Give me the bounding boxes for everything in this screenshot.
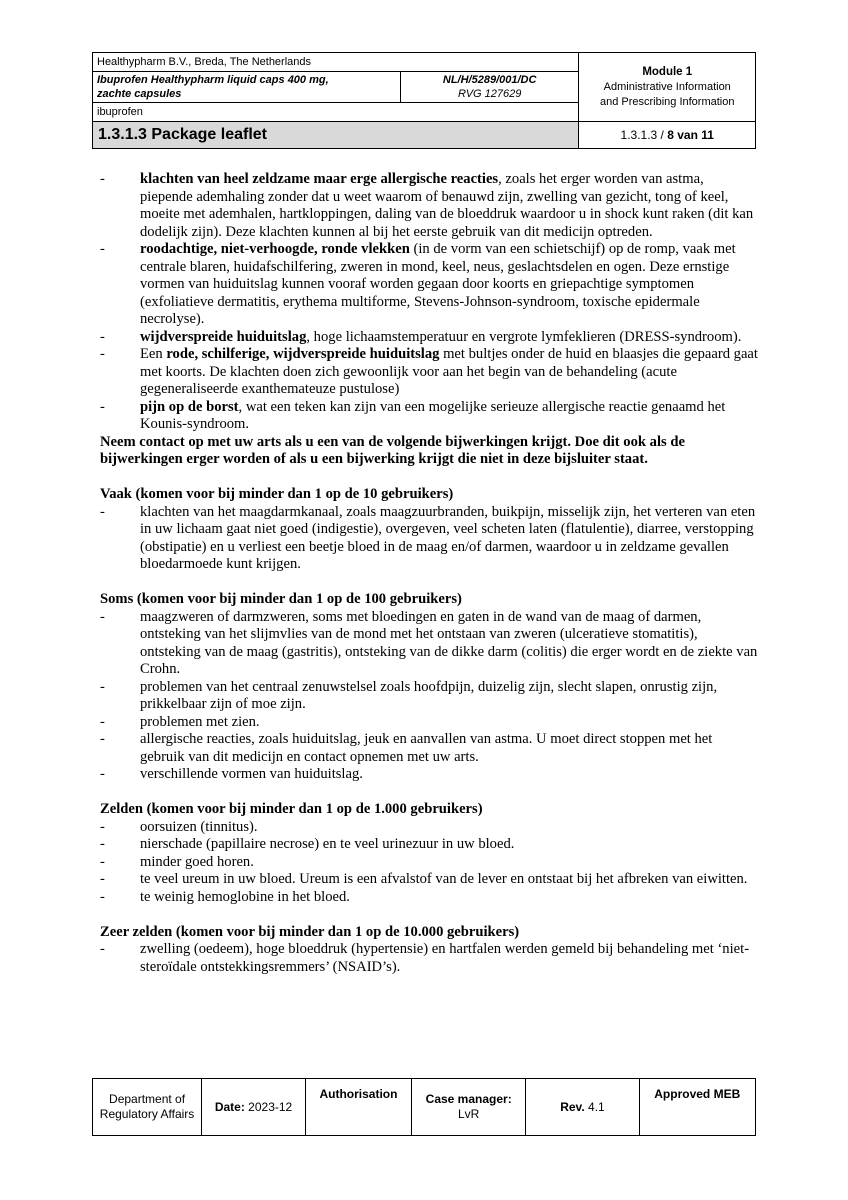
list-item [100,854,760,872]
frequency-section [100,591,760,784]
list-dash: - [100,731,105,747]
module-info [579,53,756,122]
list-dash: - [100,888,105,905]
item-text: nierschade (papillaire necrose) en te veel urinezuur in uw bloed. [140,836,515,852]
reg-number: NL/H/5289/001/DC [442,74,537,86]
list-item [100,941,760,976]
list-item [100,731,760,766]
page-reference [579,122,756,149]
list-dash: - [100,503,105,520]
item-text: , zoals het erger worden van astma, piepende ademhaling zonder dat u weet waarom of benauwd zijn, zwelling van gezicht, tong of keel, moeite met ademhalen, hartkloppingen, daling van de bloeddruk waardoor u in shock kunt raken (dit kan dodelijk zijn). Deze klachten kunnen al bij het eerste gebruik van dit medicijn optreden. [140,171,754,240]
item-text: te weinig hemoglobine in het bloed. [140,888,350,905]
product-name [93,72,401,103]
item-emphasis: rode, schilferige, wijdverspreide huiduitslag [166,346,440,362]
approved-cell [639,1079,755,1136]
section-title: 1.3.1.3 Package leaflet [93,122,579,149]
frequency-section [100,486,760,574]
frequency-heading: Zelden (komen voor bij minder dan 1 op de 1.000 gebruikers) [100,801,483,817]
list-dash: - [100,766,105,782]
item-text: zwelling (oedeem), hoge bloeddruk (hypertensie) en hartfalen werden gemeld bij behandeling met ‘niet-steroïdale ontstekkingsremmers’ (NSAID’s). [140,941,750,975]
frequency-section [100,924,760,977]
department-line-2: Regulatory Affairs [99,1107,195,1121]
item-text: , hoge lichaamstemperatuur en vergrote lymfeklieren (DRESS-syndroom). [306,328,742,345]
severe-reactions-list [100,171,760,434]
item-emphasis: klachten van heel zeldzame maar erge allergische reacties [140,171,499,187]
company-name: Healthypharm B.V., Breda, The Netherlands [93,53,579,72]
item-emphasis: wijdverspreide huiduitslag [140,328,307,345]
item-text: verschillende vormen van huiduitslag. [140,766,363,782]
item-text: minder goed horen. [140,853,254,870]
document-header [92,52,756,149]
item-emphasis: pijn op de borst [140,398,239,415]
product-name-line-1: Ibuprofen Healthypharm liquid caps 400 mg, [97,74,329,86]
list-item [100,171,760,241]
list-item [100,889,760,907]
page-number: 8 van 11 [667,128,714,142]
frequency-heading: Vaak (komen voor bij minder dan 1 op de 10 gebruikers) [100,486,454,502]
case-manager-cell [411,1079,525,1136]
item-text: oorsuizen (tinnitus). [140,818,258,835]
list-dash: - [100,818,105,835]
active-substance: ibuprofen [93,103,579,122]
module-title: Module 1 [642,65,693,78]
list-item [100,399,760,434]
list-dash: - [100,713,105,730]
list-item [100,871,760,889]
module-line-2: and Prescribing Information [599,95,735,108]
date-label: Date: [214,1099,245,1114]
item-text: maagzweren of darmzweren, soms met bloedingen en gaten in de wand van de maag of darmen, ontsteking van het slijmvlies van de mond met het ontstaan van zweren (ulceratieve stomatitis), ontsteking van de maag (gastritis), ontsteking van de dikke darm (colitis) die erger wordt en de ziekte van Crohn. [140,608,758,677]
list-dash: - [100,853,105,870]
frequency-heading: Soms (komen voor bij minder dan 1 op de 100 gebruikers) [100,591,462,607]
document-footer [92,1078,756,1136]
list-item [100,609,760,679]
list-item [100,766,760,784]
list-item [100,329,760,347]
item-text: met bultjes onder de huid en blaasjes die gepaard gaat met koorts. De klachten doen zich gewoonlijk voor aan het begin van de behandeling (acute gegeneraliseerde exanthemateuze pustulose) [140,346,758,397]
item-text: te veel ureum in uw bloed. Ureum is een afvalstof van de lever en ontstaat bij het afbreken van eiwitten. [140,871,748,887]
list-dash: - [100,836,105,852]
list-dash: - [100,871,105,887]
registration-number [400,72,579,103]
revision-cell [526,1079,639,1136]
item-text: , wat een teken kan zijn van een mogelijke serieuze allergische reactie genaamd het Kounis-syndroom. [140,398,726,432]
list-item [100,504,760,574]
list-dash: - [100,328,105,345]
leaflet-content [100,171,760,976]
item-text: allergische reacties, zoals huiduitslag, jeuk en aanvallen van astma. U moet direct stoppen met het gebruik van dit medicijn en contact opnemen met uw arts. [140,731,713,765]
frequency-section [100,801,760,906]
case-manager-value: LvR [458,1107,480,1121]
list-dash: - [100,398,105,415]
list-dash: - [100,171,105,187]
item-prefix: Een [140,346,167,362]
list-item [100,714,760,732]
department-cell [93,1079,202,1136]
module-line-1: Administrative Information [603,80,731,93]
side-effect-sections [100,486,760,976]
revision-value: 4.1 [584,1099,605,1114]
department-line-1: Department of [109,1092,186,1106]
product-name-line-2: zachte capsules [97,88,182,100]
list-dash: - [100,678,105,695]
approved-label: Approved MEB [654,1087,741,1101]
revision-label: Rev. [560,1099,585,1114]
list-item [100,679,760,714]
list-dash: - [100,608,105,625]
list-item [100,346,760,399]
list-dash: - [100,241,105,257]
item-text: problemen met zien. [140,713,260,730]
list-item [100,819,760,837]
contact-paragraph: Neem contact op met uw arts als u een van de volgende bijwerkingen krijgt. Doe dit ook als de bijwerkingen erger worden of als u een bijwerking krijgt die niet in deze bijsluiter staat. [100,433,685,467]
item-emphasis: roodachtige, niet-verhoogde, ronde vlekken [140,241,410,257]
date-value: 2023-12 [244,1099,293,1114]
frequency-heading: Zeer zelden (komen voor bij minder dan 1 op de 10.000 gebruikers) [100,923,520,940]
item-text: problemen van het centraal zenuwstelsel zoals hoofdpijn, duizelig zijn, slecht slapen, onrustig zijn, prikkelbaar zijn of moe zijn. [140,678,718,712]
authorisation-cell [305,1079,411,1136]
page-prefix: 1.3.1.3 / [620,128,668,142]
case-manager-label: Case manager: [425,1092,512,1106]
list-dash: - [100,346,105,362]
item-text: klachten van het maagdarmkanaal, zoals maagzuurbranden, buikpijn, misselijk zijn, het verteren van eten in uw lichaam gaat niet goed (indigestie), overgeven, veel scheten laten (flatulentie), diarree, verstopping (obstipatie) en u verliest een beetje bloed in de maag en/of darmen, waardoor u in zeldzame gevallen bloedarmoede kunt krijgen. [140,503,756,572]
date-cell [202,1079,306,1136]
rvg-number: RVG 127629 [457,88,522,100]
list-item [100,836,760,854]
authorisation-label: Authorisation [319,1087,398,1101]
list-item [100,241,760,329]
item-text: (in de vorm van een schietschijf) op de romp, vaak met centrale blaren, huidafschilfering, zweren in mond, keel, neus, geslachtsdelen en ogen. Deze ernstige vormen van huiduitslag kunnen vooraf worden gegaan door koorts en griepachtige symptomen (exfoliatieve dermatitis, erythema multiforme, Stevens-Johnson-syndroom, toxische epidermale necrolyse). [140,241,736,327]
list-dash: - [100,941,105,957]
